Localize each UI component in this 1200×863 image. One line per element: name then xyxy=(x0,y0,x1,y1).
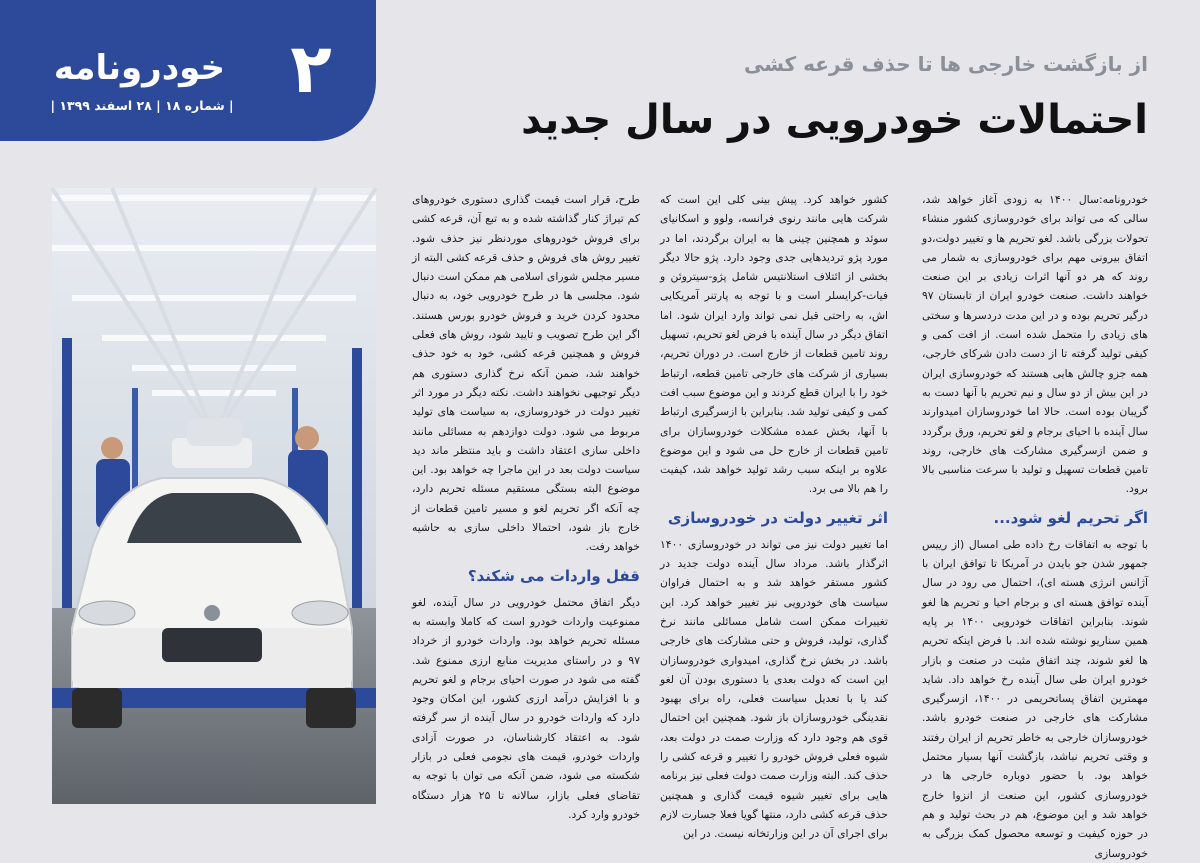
page-title: احتمالات خودرویی در سال جدید xyxy=(521,97,1148,143)
sanctions-paragraph: با توجه به اتفاقات رخ داده طی امسال (از رییس جمهور شدن جو بایدن در آمریکا تا توافق ایران با آژانس انرژی هسته ای)، احتمال می رود در سال آینده توافق هسته ای و برجام احیا و تحریم ها لغو شوند. بنابراین اتفاقات خودرویی ۱۴۰۰ بر پایه همین سناریو نوشته شده اند. با فرض اینکه تحریم ها لغو شوند، چند اتفاق مثبت در صنعت و بازار خودرو ایران طی سال آینده رخ خواهد داد. شاید مهمترین اتفاق پساتحریمی در ۱۴۰۰، ازسرگیری مشارکت های خارجی در صنعت خودرو باشد. خودروسازان خارجی به خاطر تحریم از ایران رفتند و وقتی تحریم نباشد، بازگشت آنها بسیار محتمل خواهد بود. با حضور دوباره خارجی ها در خودروسازی کشور، این صنعت از انزوا خارج خواهد شد و این موضوع، هم در بحث تولید و هم در حوزه کیفیت و توسعه محصول کمک بزرگی به خودروسازی xyxy=(922,537,1149,860)
article-column-2 xyxy=(660,190,888,841)
imports-paragraph: دیگر اتفاق محتمل خودرویی در سال آینده، لغو ممنوعیت واردات خودرو است که کاملا وابسته به مسئله تحریم خواهد بود. واردات خودرو از خرداد ۹۷ و در راستای مدیریت منابع ارزی ممنوع شد. گفته می شود در صورت احیای برجام و لغو تحریم و با افزایش درآمد ارزی کشور، این امکان وجود دارد که واردات خودرو در سال آینده از سر گرفته شود. به اعتقاد کارشناسان، در صورت آزادی واردات خودرو، قیمت های نجومی فعلی در بازار شکسته می شود، ضمن آنکه می توان با توجه به تقاضای فعلی بازار، سالانه تا ۲۵ هزار دستگاه خودرو وارد کرد. xyxy=(412,595,640,821)
kicker: از بازگشت خارجی ها تا حذف قرعه کشی xyxy=(743,52,1148,76)
partners-paragraph: کشور خواهد کرد. پیش بینی کلی این است که شرکت هایی مانند رنوی فرانسه، ولوو و اسکانیای سوئد و همچنین چینی ها به ایران برگردند، اما در مورد پژو تردیدهایی جدی وجود دارد. پژو حالا دیگر بخشی از ائتلاف استلانتیس شامل پژو-سیتروئن و فیات-کرایسلر است و با توجه به پارتنر آمریکایی اش، به راحتی قبل نمی تواند وارد ایران شود. اما اتفاق دیگر در سال آینده با فرض لغو تحریم، تسهیل روند تامین قطعات از خارج است. در دوران تحریم، بسیاری از شرکت های خارجی تامین قطعه، ارتباط خود را با ایران قطع کردند و این موضوع سبب افت کمی و کیفی تولید شد. بنابراین با ازسرگیری ارتباط با آنها، بخش عمده مشکلات خودروسازان برای تامین قطعات از خارج حل می شود و این موضوع علاوه بر اینکه سبب رشد تولید خواهد شد، کیفیت را هم بالا می برد. xyxy=(660,193,888,496)
issue-line: | شماره ۱۸ | ۲۸ اسفند ۱۳۹۹ | xyxy=(50,98,234,113)
government-paragraph: اما تغییر دولت نیز می تواند در خودروسازی ۱۴۰۰ اثرگذار باشد. مرداد سال آینده دولت جدید در کشور مستقر خواهد شد و به احتمال فراوان سیاست های خودرویی نیز تغییر خواهد کرد. این تغییرات ممکن است شامل مسائلی مانند نرخ گذاری، تولید، فروش و حتی مشارکت های خارجی باشد. در بخش نرخ گذاری، امیدواری خودروسازان این است که دولت بعدی یا دستوری بودن آن لغو کند یا با تعدیل سیاست فعلی، راه برای بهبود نقدینگی خودروسازان باز شود. همچنین این احتمال قوی هم وجود دارد که وزارت صمت در دولت بعد، شیوه فعلی فروش خودرو را تغییر و قرعه کشی را حذف کند. البته وزارت صمت دولت فعلی نیز برنامه هایی برای تغییر شیوه قیمت گذاری و همچنین حذف قرعه کشی دارد، منتها گویا فعلا جسارت لازم برای اجرای آن در این وزارتخانه نیست. در این xyxy=(660,537,888,841)
car-factory-photo xyxy=(52,188,376,804)
article-column-1 xyxy=(922,190,1149,860)
section-heading-government: اثر تغییر دولت در خودروسازی xyxy=(667,508,888,527)
article-column-3 xyxy=(412,190,640,821)
pricing-paragraph: طرح، قرار است قیمت گذاری دستوری خودروهای کم تیراژ کنار گذاشته شده و به تبع آن، قرعه کشی برای فروش خودروهای موردنظر نیز حذف شود. تغییر روش های فروش و حذف قرعه کشی البته از مسیر مجلس شورای اسلامی هم ممکن است دنبال شود. مجلسی ها در طرح خودرویی خود، به دنبال محدود کردن خرید و فروش خودرو بورس هستند. اگر این طرح تصویب و تایید شود، روش های فعلی فروش و همچنین قرعه کشی، خود به خود حذف خواهند شد، ضمن آنکه نرخ گذاری دستوری هم دیگر توجیهی نخواهند داشت. نکته دیگر در مورد اثر تغییر دولت در خودروسازی، به سیاست های تولید مربوط می شود. دولت دوازدهم به مسائلی مانند داخلی سازی اعتقاد داشت و باید منتظر ماند دید سیاست دولت بعد در این ماجرا چه خواهد بود. این موضوع البته بستگی مستقیم مسئله تحریم دارد، چه آنکه اگر تحریم لغو و مسیر تامین قطعات از خارج باز شود، احتمالا داخلی سازی به حاشیه خواهد رفت. xyxy=(412,193,640,554)
intro-paragraph: خودرونامه:سال ۱۴۰۰ به زودی آغاز خواهد شد، سالی که می تواند برای خودروسازی کشور منشاء تحولات بزرگی باشد. لغو تحریم ها و تغییر دولت،دو اتفاق بیرونی مهم برای خودروسازی به شمار می روند که هر دو آنها اثرات زیادی بر این صنعت خواهند داشت. صنعت خودرو ایران از تابستان ۹۷ درگیر تحریم بوده و در این مدت دردسرها و سختی های زیادی را متحمل شده است. از افت کمی و کیفی تولید گرفته تا از دست دادن شرکای خارجی، همه جزو چالش هایی هستند که خودروسازی ایران در این بیش از دو سال و نیم تحریم با آنها دست به گریبان بوده است. حالا اما خودروسازان امیدوارند سال آینده با احیای برجام و لغو تحریم، ورق برگردد و ضمن ازسرگیری مشارکت های خارجی، روند تامین قطعات تسهیل و تولید با سرعت مناسبی بالا برود. xyxy=(922,193,1148,496)
brand-logo: خودرونامه xyxy=(53,48,225,88)
header-badge xyxy=(0,0,376,141)
car-factory-illustration xyxy=(52,188,376,804)
section-heading-imports: قفل واردات می شکند؟ xyxy=(467,566,640,585)
section-heading-sanctions: اگر تحریم لغو شود... xyxy=(993,508,1148,527)
page-number: ۲ xyxy=(290,30,332,109)
